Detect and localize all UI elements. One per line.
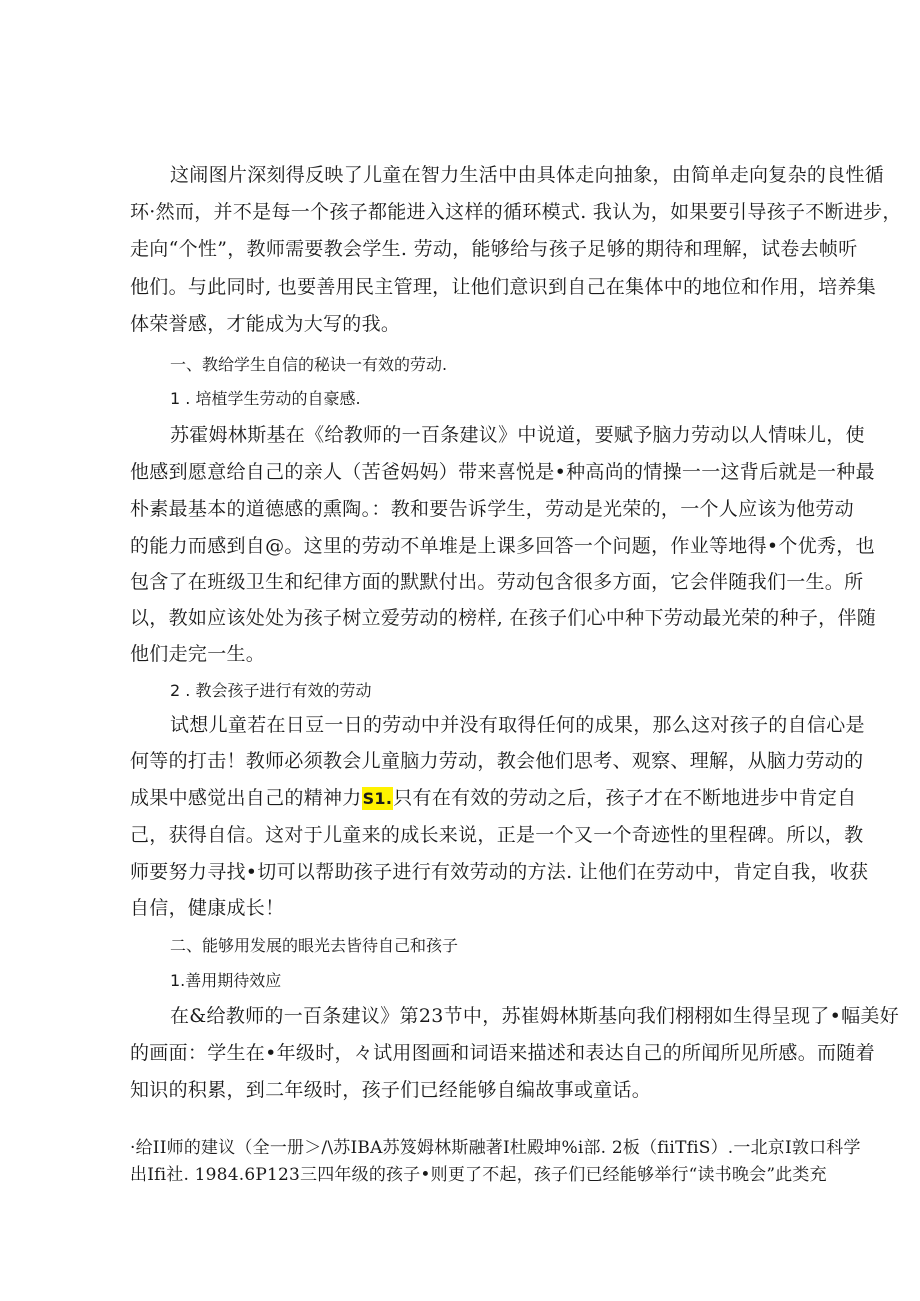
footnote-line: ·给II师的建议（全一册＞/\苏IBA苏笈姆林斯融著I杜殿坤%i部. 2板（fiiTfiS）.一北京I敦口科学 — [130, 1138, 861, 1158]
paragraph-line: 的能力而感到自@。这里的劳动不单堆是上课多回答一个问题，作业等地得•个优秀，也 — [130, 535, 875, 557]
highlighted-marker: S1. — [362, 789, 393, 808]
paragraph-line: 的画面：学生在•年级时，々试用图画和词语来描述和表达自己的所闻所见所感。而随着 — [130, 1042, 875, 1064]
paragraph-line: 试想儿童若在日豆一日的劳动中并没有取得任何的成果，那么这对孩子的自信心是 — [170, 714, 865, 736]
paragraph-line: 环·然而，并不是每一个孩子都能进入这样的循环模式. 我认为，如果要引导孩子不断进步， — [130, 201, 902, 223]
paragraph-line: 自信，健康成长！ — [130, 897, 285, 919]
paragraph-text: 成果中感觉出自己的精神力 — [130, 787, 362, 809]
paragraph-line: 走向“个性”，教师需要教会学生. 劳动，能够给与孩子足够的期待和理解，试卷去帧听 — [130, 238, 858, 260]
subsection-title: 1.善用期待效应 — [170, 971, 282, 990]
paragraph-line: 朴素最基本的道德感的熏陶。：教和要告诉学生，劳动是光荣的，一个人应该为他劳动 — [130, 498, 854, 520]
paragraph-line: 知识的积累，到二年级时，孩子们已经能够自编故事或童话。 — [130, 1079, 652, 1101]
paragraph-line: 苏霍姆林斯基在《给教师的一百条建议》中说道，要赋予脑力劳动以人情味儿，使 — [170, 424, 865, 446]
paragraph-line: 他感到愿意给自己的亲人（苦爸妈妈）带来喜悦是•种高尚的情操一一这背后就是一种最 — [130, 461, 875, 483]
subsection-title: 2 . 教会孩子进行有效的劳动 — [170, 681, 372, 700]
paragraph-line: 何等的打击！教师必须教会儿童脑力劳动，教会他们思考、观察、理解，从脑力劳动的 — [130, 750, 864, 772]
section-heading: 二、能够用发展的眼光去皆待自己和孩子 — [170, 936, 459, 955]
paragraph-line: 己，获得自信。这对于儿童来的成长来说，正是一个又一个奇迹性的里程碑。所以，教 — [130, 824, 864, 846]
paragraph-line: 体荣誉感，才能成为大写的我。 — [130, 313, 401, 335]
paragraph-text: 只有在有效的劳动之后，孩子才在不断地进步中肯定自 — [393, 787, 857, 809]
subsection-title: 1 . 培植学生劳动的自豪感. — [170, 389, 361, 408]
paragraph-line — [130, 785, 856, 812]
paragraph-line: 包含了在班级卫生和纪律方面的默默付出。劳动包含很多方面，它会伴随我们一生。所 — [130, 571, 864, 593]
section-heading: 一、教给学生自信的秘诀一有效的劳动. — [170, 355, 448, 374]
paragraph-line: 这闹图片深刻得反映了儿童在智力生活中由具体走向抽象，由简单走向复杂的良性循 — [170, 164, 885, 186]
paragraph-line: 在&给教师的一百条建议》第23节中，苏崔姆林斯基向我们栩栩如生得呈现了•幅美好 — [170, 1005, 899, 1027]
footnote-line: 出Ifi社. 1984.6P123三四年级的孩子•则更了不起，孩子们已经能够举行“读书晚会”此类充 — [130, 1165, 827, 1185]
paragraph-line: 师要努力寻找•切可以帮助孩子进行有效劳动的方法. 让他们在劳动中，肯定自我，收获 — [130, 861, 869, 883]
paragraph-line: 他们。与此同时, 也要善用民主管理，让他们意识到自己在集体中的地位和作用，培养集 — [130, 276, 877, 298]
paragraph-line: 以，教如应该处处为孩子树立爱劳动的榜样, 在孩子们心中种下劳动最光荣的种子，伴随 — [130, 607, 877, 629]
paragraph-line: 他们走完一生。 — [130, 643, 266, 665]
